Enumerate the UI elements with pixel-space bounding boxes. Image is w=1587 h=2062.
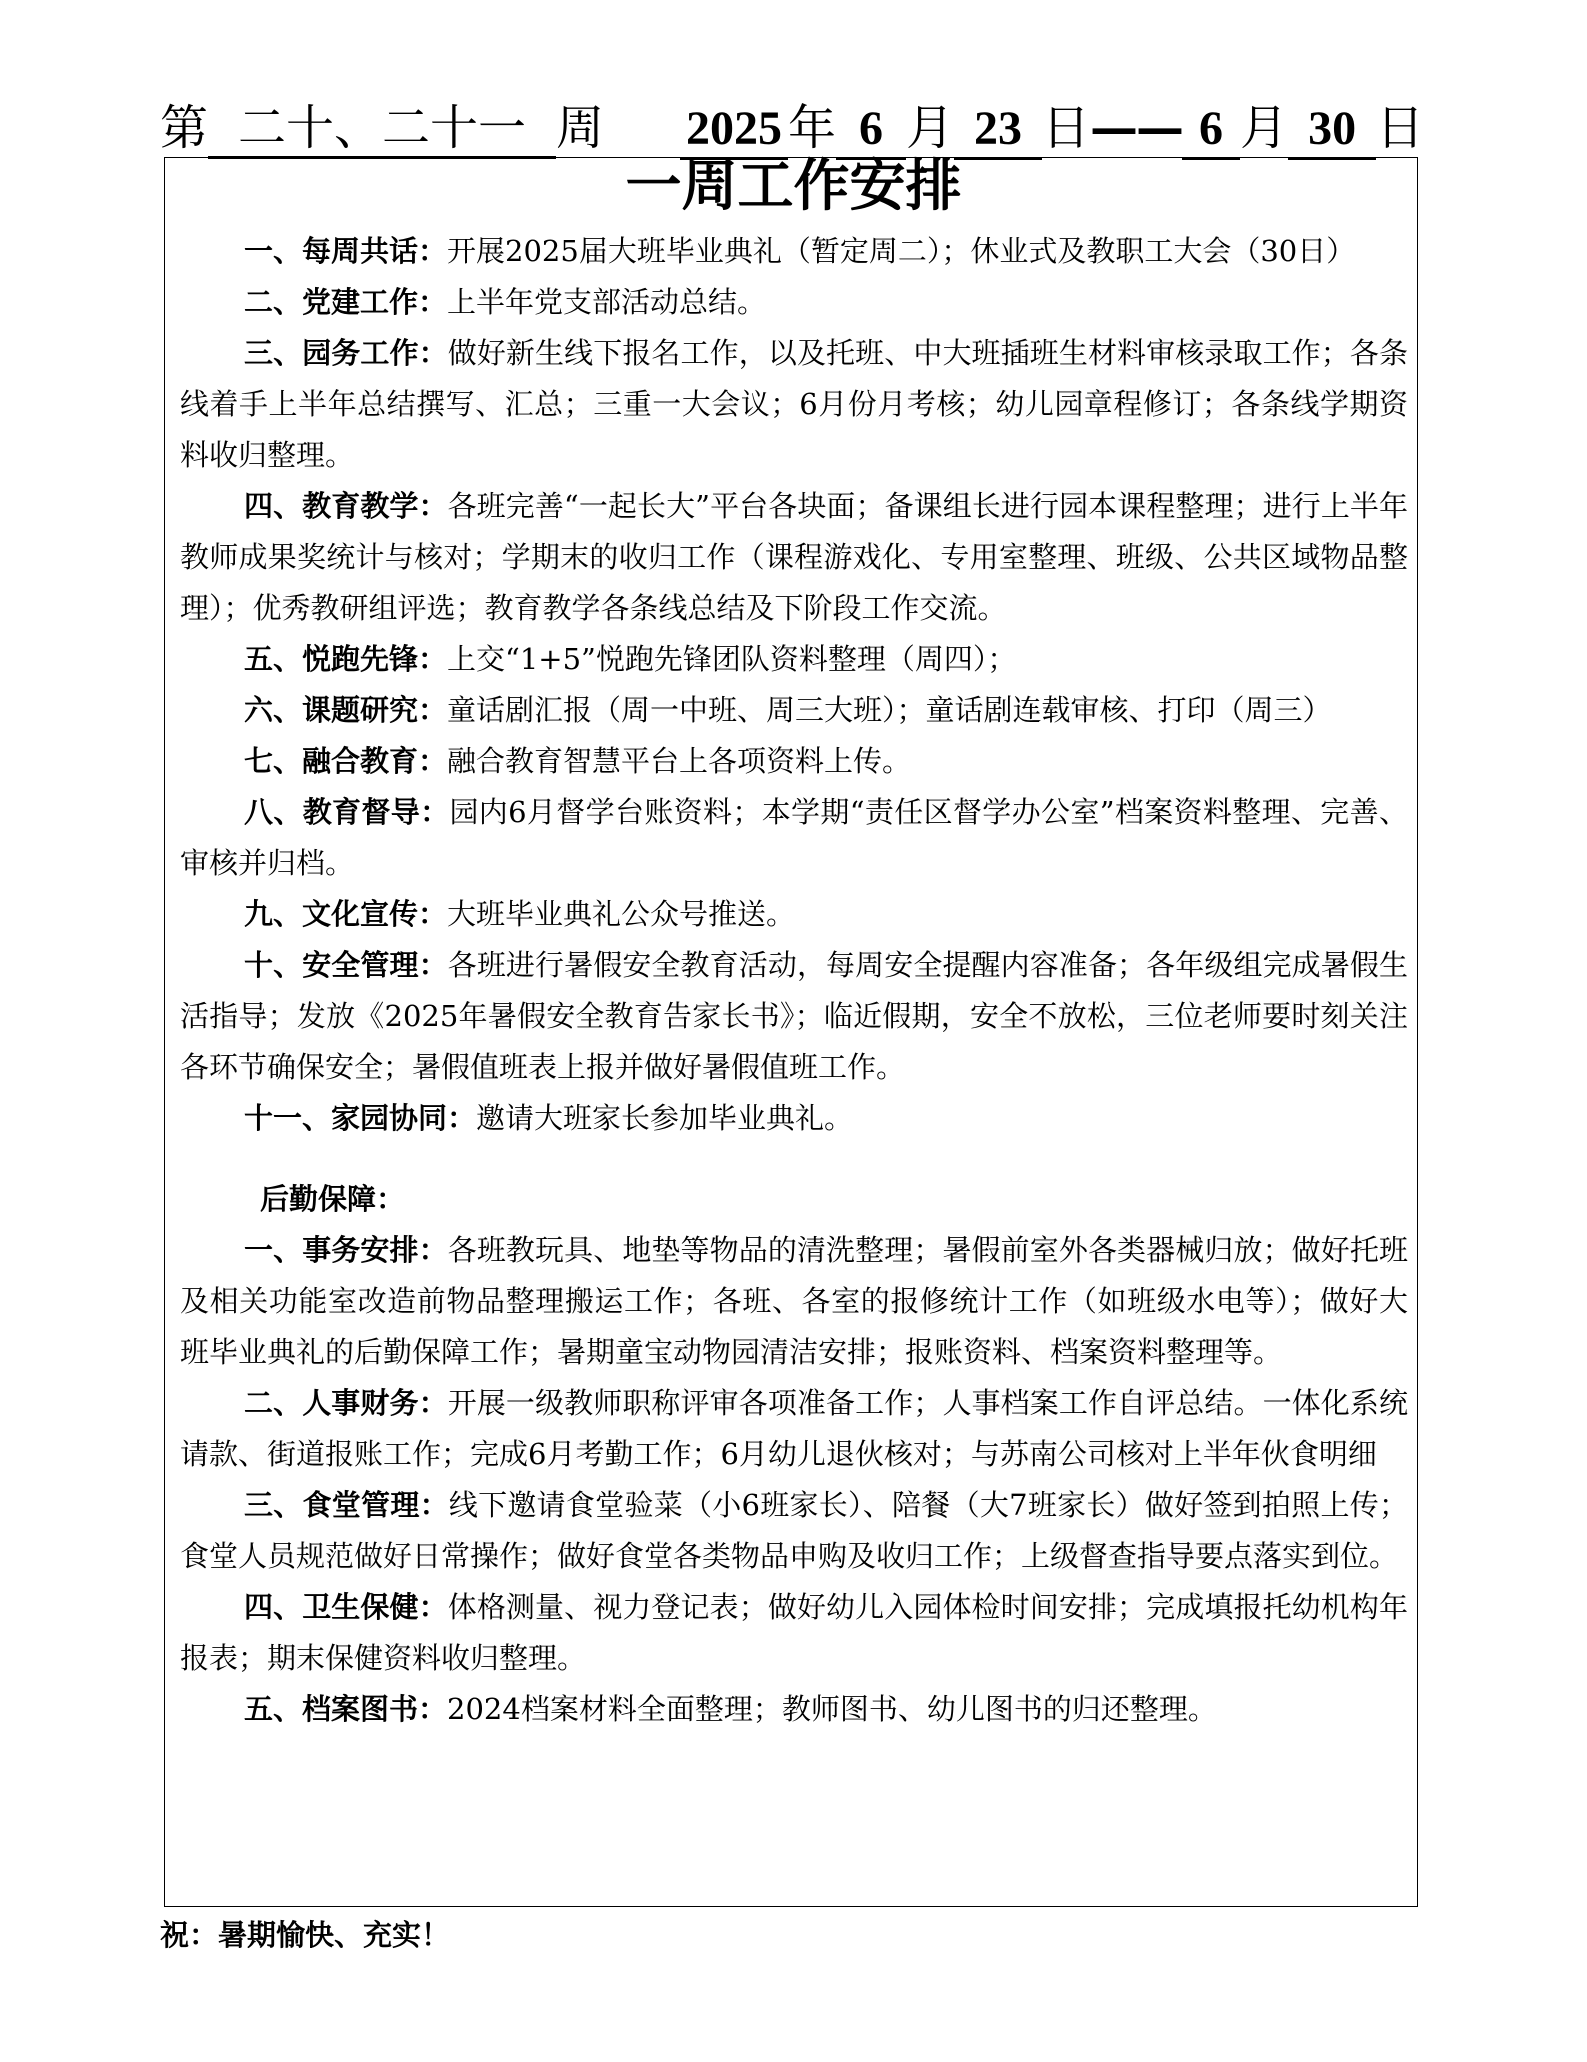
item-label: 一、事务安排： bbox=[244, 1233, 448, 1267]
item-weekly-talk bbox=[180, 226, 1408, 277]
start-day: 23 bbox=[954, 101, 1042, 160]
day-unit-1: 日 bbox=[1042, 100, 1091, 156]
item-text: 各班完善“一起长大”平台各块面；备课组长进行园本课程整理；进行上半年教师成果奖统计与核对；学期末的收归工作（课程游戏化、专用室整理、班级、公共区域物品整理）；优秀教研组评选；教育教学各条线总结及下阶段工作交流。 bbox=[180, 489, 1408, 625]
item-text: 开展2025届大班毕业典礼（暂定周二）；休业式及教职工大会（30日） bbox=[447, 234, 1356, 268]
week-date-header bbox=[160, 96, 1425, 160]
item-text: 体格测量、视力登记表；做好幼儿入园体检时间安排；完成填报托幼机构年报表；期末保健资料收归整理。 bbox=[180, 1590, 1408, 1675]
week-range bbox=[160, 96, 604, 160]
item-text: 开展一级教师职称评审各项准备工作；人事档案工作自评总结。一体化系统请款、街道报账工作；完成6月考勤工作；6月幼儿退伙核对；与苏南公司核对上半年伙食明细 bbox=[180, 1386, 1408, 1471]
logistics-item-archives bbox=[180, 1684, 1408, 1735]
item-text: 童话剧汇报（周一中班、周三大班）；童话剧连载审核、打印（周三） bbox=[447, 693, 1332, 727]
item-text: 各班进行暑假安全教育活动，每周安全提醒内容准备；各年级组完成暑假生活指导；发放《2025年暑假安全教育告家长书》；临近假期，安全不放松，三位老师要时刻关注各环节确保安全；暑假值班表上报并做好暑假值班工作。 bbox=[180, 948, 1408, 1084]
item-text: 各班教玩具、地垫等物品的清洗整理；暑假前室外各类器械归放；做好托班及相关功能室改造前物品整理搬运工作；各班、各室的报修统计工作（如班级水电等）；做好大班毕业典礼的后勤保障工作；暑期童宝动物园清洁安排；报账资料、档案资料整理等。 bbox=[180, 1233, 1408, 1369]
week-prefix: 第 bbox=[160, 100, 209, 156]
item-label: 三、园务工作： bbox=[244, 336, 448, 370]
item-text: 上半年党支部活动总结。 bbox=[447, 285, 767, 319]
item-text: 2024档案材料全面整理；教师图书、幼儿图书的归还整理。 bbox=[447, 1692, 1217, 1726]
schedule-body bbox=[180, 226, 1408, 1735]
item-party-building bbox=[180, 277, 1408, 328]
page-title: 一周工作安排 bbox=[625, 154, 962, 219]
date-range bbox=[680, 96, 1424, 160]
item-publicity bbox=[180, 889, 1408, 940]
month-unit-1: 月 bbox=[906, 100, 955, 156]
item-teaching bbox=[180, 481, 1408, 634]
item-text: 大班毕业典礼公众号推送。 bbox=[447, 897, 796, 931]
item-label: 九、文化宣传： bbox=[244, 897, 448, 931]
item-supervision bbox=[180, 787, 1408, 889]
item-label: 二、人事财务： bbox=[244, 1386, 448, 1420]
item-label: 四、教育教学： bbox=[244, 489, 448, 523]
closing-wish: 祝：暑期愉快、充实！ bbox=[160, 1918, 451, 1952]
item-kindergarten-affairs bbox=[180, 328, 1408, 481]
day-unit-2: 日 bbox=[1376, 100, 1425, 156]
item-text: 做好新生线下报名工作，以及托班、中大班插班生材料审核录取工作；各条线着手上半年总结撰写、汇总；三重一大会议；6月份月考核；幼儿园章程修订；各条线学期资料收归整理。 bbox=[180, 336, 1408, 472]
end-month: 6 bbox=[1182, 101, 1240, 160]
item-label: 十一、家园协同： bbox=[244, 1101, 477, 1135]
date-dash: —— bbox=[1090, 100, 1183, 156]
item-label: 十、安全管理： bbox=[244, 948, 448, 982]
item-text: 园内6月督学台账资料；本学期“责任区督学办公室”档案资料整理、完善、审核并归档。 bbox=[180, 795, 1408, 880]
item-label: 七、融合教育： bbox=[244, 744, 448, 778]
item-inclusive-education bbox=[180, 736, 1408, 787]
item-label: 五、悦跑先锋： bbox=[244, 642, 448, 676]
section-gap bbox=[180, 1144, 1408, 1174]
item-text: 线下邀请食堂验菜（小6班家长）、陪餐（大7班家长）做好签到拍照上传；食堂人员规范做好日常操作；做好食堂各类物品申购及收归工作；上级督查指导要点落实到位。 bbox=[180, 1488, 1408, 1573]
logistics-item-health bbox=[180, 1582, 1408, 1684]
logistics-item-canteen bbox=[180, 1480, 1408, 1582]
logistics-item-hr-finance bbox=[180, 1378, 1408, 1480]
item-label: 二、党建工作： bbox=[244, 285, 448, 319]
item-label: 四、卫生保健： bbox=[244, 1590, 448, 1624]
item-text: 邀请大班家长参加毕业典礼。 bbox=[476, 1101, 854, 1135]
item-research bbox=[180, 685, 1408, 736]
end-day: 30 bbox=[1288, 101, 1376, 160]
item-text: 上交“1+5”悦跑先锋团队资料整理（周四）； bbox=[447, 642, 1017, 676]
item-running-pioneer bbox=[180, 634, 1408, 685]
item-label: 一、每周共话： bbox=[244, 234, 448, 268]
start-month: 6 bbox=[836, 101, 906, 160]
item-label: 五、档案图书： bbox=[244, 1692, 448, 1726]
month-unit-2: 月 bbox=[1240, 100, 1289, 156]
week-numbers: 二十、二十一 bbox=[208, 100, 556, 159]
item-home-school bbox=[180, 1093, 1408, 1144]
logistics-heading: 后勤保障： bbox=[260, 1182, 406, 1216]
item-label: 三、食堂管理： bbox=[244, 1488, 449, 1522]
item-text: 融合教育智慧平台上各项资料上传。 bbox=[447, 744, 912, 778]
year-value: 2025 bbox=[680, 101, 788, 160]
logistics-item-affairs bbox=[180, 1225, 1408, 1378]
item-label: 六、课题研究： bbox=[244, 693, 448, 727]
week-suffix: 周 bbox=[556, 100, 605, 156]
year-unit: 年 bbox=[788, 100, 837, 156]
item-label: 八、教育督导： bbox=[244, 795, 450, 829]
item-safety bbox=[180, 940, 1408, 1093]
